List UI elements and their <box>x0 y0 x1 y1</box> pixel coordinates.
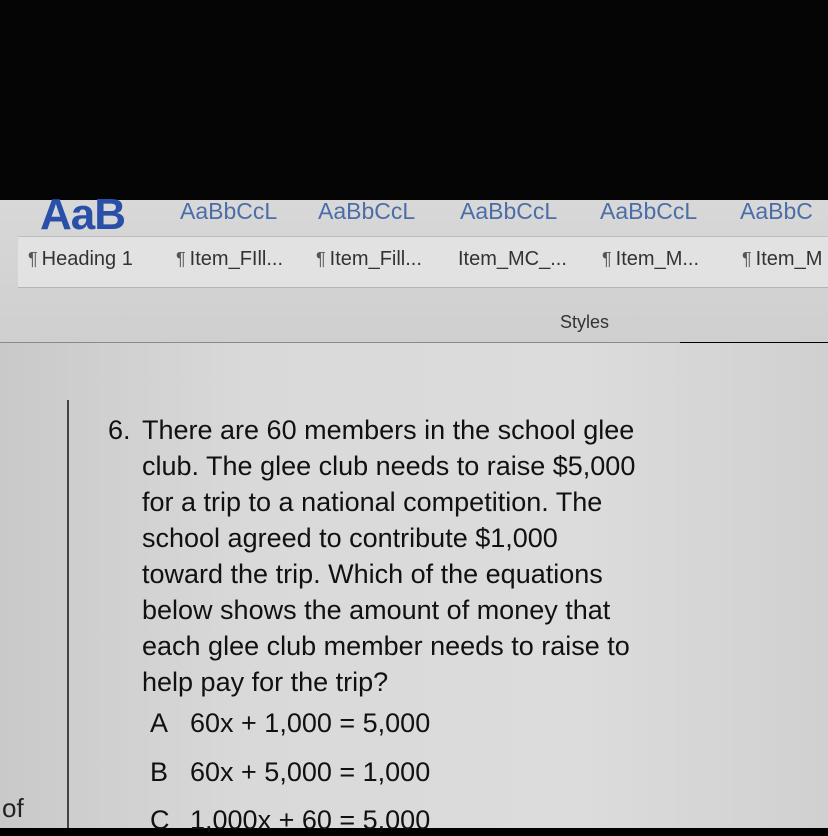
choice-letter: B <box>150 757 169 787</box>
question-line: club. The glee club needs to raise $5,000 <box>142 451 636 481</box>
page-margin-line <box>67 400 69 828</box>
question-line: each glee club member needs to raise to <box>142 631 630 661</box>
pilcrow-icon: ¶ <box>602 249 612 269</box>
margin-text: of <box>2 793 24 823</box>
question-line: below shows the amount of money that <box>142 595 611 625</box>
style-label: Item_FIll... <box>189 248 284 270</box>
question-line: help pay for the trip? <box>142 667 389 697</box>
choice-b <box>150 757 430 788</box>
style-item-mc[interactable] <box>458 248 567 271</box>
question-line: school agreed to contribute $1,000 <box>142 523 558 553</box>
pilcrow-icon: ¶ <box>28 249 38 269</box>
style-item-fill-1[interactable] <box>176 248 283 271</box>
question-line: for a trip to a national competition. The <box>142 487 603 517</box>
choice-letter: A <box>150 708 169 738</box>
question-line: There are 60 members in the school glee <box>142 415 635 445</box>
style-preview[interactable]: AaBbC <box>740 198 813 224</box>
style-preview[interactable]: AaBbCcL <box>460 198 558 224</box>
dark-bezel <box>0 0 828 200</box>
style-item-m-2[interactable] <box>742 248 822 271</box>
pilcrow-icon: ¶ <box>742 249 752 269</box>
pilcrow-icon: ¶ <box>176 249 186 269</box>
style-label: Item_M <box>755 248 823 270</box>
style-label: Item_Fill... <box>329 248 422 270</box>
style-label: Item_M... <box>615 248 700 270</box>
style-item-m[interactable] <box>602 248 699 271</box>
question-line: toward the trip. Which of the equations <box>142 559 603 589</box>
choice-equation: 1,000x + 60 = 5,000 <box>190 805 431 835</box>
question-number: 6. <box>108 415 131 445</box>
styles-gallery <box>18 236 828 288</box>
choice-equation: 60x + 5,000 = 1,000 <box>190 757 431 787</box>
choice-c <box>150 805 430 836</box>
pilcrow-icon: ¶ <box>316 249 326 269</box>
style-preview-heading[interactable]: AaB <box>40 196 126 236</box>
style-preview[interactable]: AaBbCcL <box>180 198 278 224</box>
style-label: Heading 1 <box>41 248 133 270</box>
style-preview[interactable]: AaBbCcL <box>600 198 698 224</box>
choice-a <box>150 708 430 739</box>
style-item-fill-2[interactable] <box>316 248 422 271</box>
choice-equation: 60x + 1,000 = 5,000 <box>190 708 431 738</box>
style-heading-1[interactable] <box>28 248 133 271</box>
style-label: Item_MC_... <box>458 248 567 270</box>
style-preview-row <box>0 196 828 236</box>
choice-letter: C <box>150 805 170 835</box>
style-preview[interactable]: AaBbCcL <box>318 198 416 224</box>
styles-group-label: Styles <box>560 312 610 332</box>
